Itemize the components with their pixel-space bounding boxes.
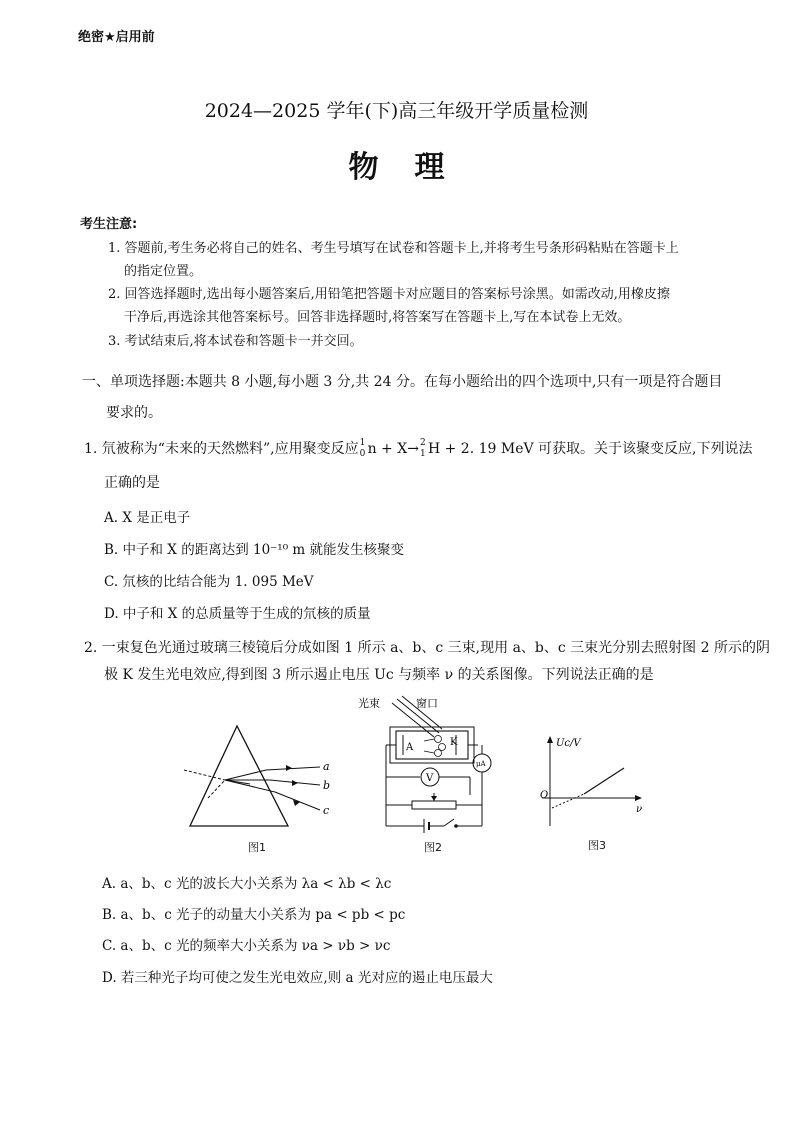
subject-title: 物理 <box>348 150 481 185</box>
q2-option-a: A. a、b、c 光的波长大小关系为 λa < λb < λc <box>102 876 392 892</box>
anode-label: A <box>406 742 414 753</box>
exam-title: 2024—2025 学年(下)高三年级开学质量检测 <box>204 100 589 122</box>
x-axis-label: ν <box>636 804 643 815</box>
figure-2-circuit <box>350 693 500 835</box>
section-heading: 一、单项选择题:本题共 8 小题,每小题 3 分,共 24 分。在每小题给出的四个选项中,只有一项是符合题目 <box>82 374 723 390</box>
window-label: 窗口 <box>416 697 438 710</box>
figure-2-caption: 图2 <box>424 841 442 854</box>
q2-option-c: C. a、b、c 光的频率大小关系为 νa > νb > νc <box>102 938 391 954</box>
figure-1-caption: 图1 <box>248 841 266 854</box>
q1-option-c: C. 氘核的比结合能为 1. 095 MeV <box>104 574 314 590</box>
section-heading-cont: 要求的。 <box>106 405 162 421</box>
q2-option-b: B. a、b、c 光子的动量大小关系为 pa < pb < pc <box>102 907 406 923</box>
notice-line: 3. 考试结束后,将本试卷和答题卡一并交回。 <box>108 334 363 349</box>
notice-line: 1. 答题前,考生务必将自己的姓名、考生号填写在试卷和答题卡上,并将考生号条形码粘贴在答题卡上 <box>108 241 679 256</box>
neutron-nuclide: 1 0 <box>359 438 366 459</box>
q1-text-pre: 1. 氘被称为“未来的天然燃料”,应用聚变反应 <box>84 441 359 457</box>
question-2-stem-cont: 极 K 发生光电效应,得到图 3 所示遏止电压 Uc 与频率 ν 的关系图像。下列说法正确的是 <box>104 667 654 683</box>
q1-option-d: D. 中子和 X 的总质量等于生成的氘核的质量 <box>104 606 371 622</box>
q2-option-d: D. 若三种光子均可使之发生光电效应,则 a 光对应的遏止电压最大 <box>102 970 493 986</box>
question-2-stem: 2. 一束复色光通过玻璃三棱镜后分成如图 1 所示 a、b、c 三束,现用 a、b、c 三束光分别去照射图 2 所示的阴 <box>84 640 770 656</box>
question-1-stem-cont: 正确的是 <box>104 475 160 491</box>
notice-line: 干净后,再选涂其他答案标号。回答非选择题时,将答案写在答题卡上,写在本试卷上无效。 <box>124 310 631 325</box>
origin-label: O <box>540 790 549 801</box>
deuteron-nuclide: 2 1 <box>419 438 426 459</box>
figure-3-caption: 图3 <box>588 839 606 852</box>
ray-label-a: a <box>323 760 330 773</box>
ray-label-b: b <box>323 779 331 792</box>
notice-line: 2. 回答选择题时,选出每小题答案后,用铅笔把答题卡对应题目的答案标号涂黑。如需改动,用橡皮擦 <box>108 287 670 302</box>
notice-heading: 考生注意: <box>80 217 138 232</box>
q1-option-a: A. X 是正电子 <box>104 510 191 526</box>
cathode-label: K <box>450 737 458 748</box>
confidential-mark: 绝密★启用前 <box>78 30 155 45</box>
ray-label-c: c <box>323 804 330 817</box>
figure-1-prism <box>180 722 340 852</box>
beam-label: 光束 <box>358 697 380 710</box>
q1-option-b: B. 中子和 X 的距离达到 10⁻¹⁰ m 就能发生核聚变 <box>104 542 404 558</box>
notice-line: 的指定位置。 <box>124 264 203 279</box>
figure-3-graph <box>532 732 652 832</box>
question-1-stem: 1. 氘被称为“未来的天然燃料”,应用聚变反应 1 0 n + X→ 2 1 H + 2. 19 MeV 可获取。关于该聚变反应,下列说法 <box>84 438 753 459</box>
microammeter-label: μA <box>476 760 486 768</box>
voltmeter-label: V <box>426 773 434 784</box>
y-axis-label: Uc/V <box>556 738 581 749</box>
